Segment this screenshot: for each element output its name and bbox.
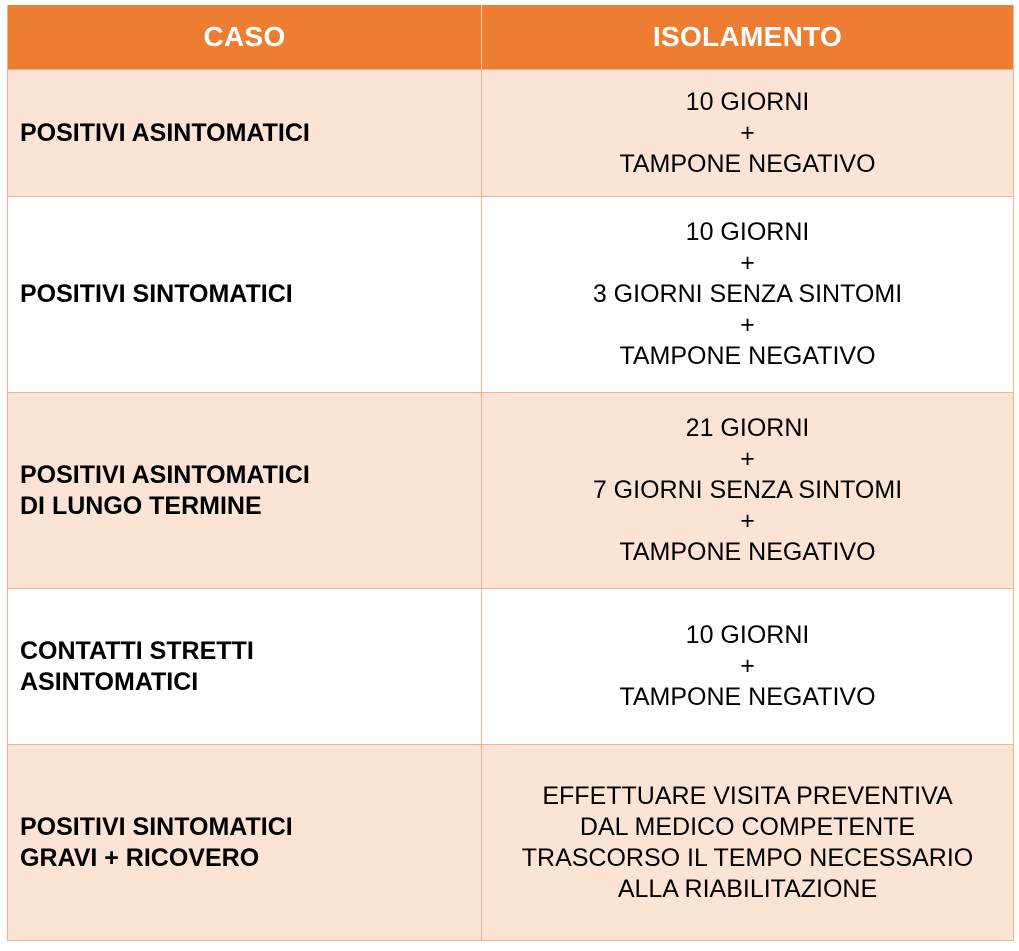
caso-cell	[8, 70, 482, 197]
isolamento-text-line: TAMPONE NEGATIVO	[619, 538, 876, 566]
table-row	[8, 70, 1014, 197]
isolamento-text-line: +	[740, 311, 755, 339]
isolamento-text-line: +	[740, 507, 755, 535]
isolamento-text-line: 21 GIORNI	[685, 414, 810, 442]
isolamento-text-line: +	[740, 652, 755, 680]
caso-text-line: GRAVI + RICOVERO	[20, 843, 260, 872]
caso-text-line: POSITIVI ASINTOMATICI	[20, 460, 310, 489]
isolamento-text-line: 10 GIORNI	[685, 621, 810, 649]
caso-text-line: CONTATTI STRETTI	[20, 636, 254, 665]
caso-text-line: POSITIVI SINTOMATICI	[20, 812, 293, 841]
caso-cell	[8, 745, 482, 941]
isolamento-cell	[482, 745, 1014, 941]
isolamento-text-line: 3 GIORNI SENZA SINTOMI	[592, 280, 903, 308]
caso-text-line: ASINTOMATICI	[20, 667, 199, 696]
isolamento-cell	[482, 70, 1014, 197]
isolamento-text-line: 10 GIORNI	[685, 218, 810, 246]
caso-cell	[8, 589, 482, 745]
isolamento-text-line: EFFETTUARE VISITA PREVENTIVA	[542, 781, 953, 810]
isolamento-text-line: TRASCORSO IL TEMPO NECESSARIO	[521, 843, 974, 872]
isolamento-text-line: DAL MEDICO COMPETENTE	[579, 812, 916, 841]
isolamento-text-line: 10 GIORNI	[685, 87, 810, 116]
column-header-caso: CASO	[8, 5, 482, 70]
isolamento-text-line: +	[740, 118, 755, 147]
isolamento-cell	[482, 393, 1014, 589]
caso-text-line: DI LUNGO TERMINE	[20, 491, 262, 520]
isolation-table	[7, 5, 1014, 941]
isolamento-text-line: TAMPONE NEGATIVO	[619, 683, 876, 711]
table-row	[8, 589, 1014, 745]
caso-text-line: POSITIVI SINTOMATICI	[20, 280, 293, 308]
isolamento-text-line: +	[740, 445, 755, 473]
column-header-isolamento: ISOLAMENTO	[482, 5, 1014, 70]
caso-cell	[8, 197, 482, 393]
table-row	[8, 745, 1014, 941]
isolamento-cell	[482, 589, 1014, 745]
caso-text-line: POSITIVI ASINTOMATICI	[20, 118, 310, 147]
isolamento-text-line: ALLA RIABILITAZIONE	[617, 874, 878, 903]
table-row	[8, 393, 1014, 589]
isolamento-text-line: +	[740, 249, 755, 277]
isolamento-text-line: 7 GIORNI SENZA SINTOMI	[592, 476, 903, 504]
caso-cell	[8, 393, 482, 589]
isolamento-text-line: TAMPONE NEGATIVO	[619, 342, 876, 370]
isolamento-cell	[482, 197, 1014, 393]
isolamento-text-line: TAMPONE NEGATIVO	[619, 149, 876, 178]
table-header-row	[8, 5, 1014, 70]
table-row	[8, 197, 1014, 393]
